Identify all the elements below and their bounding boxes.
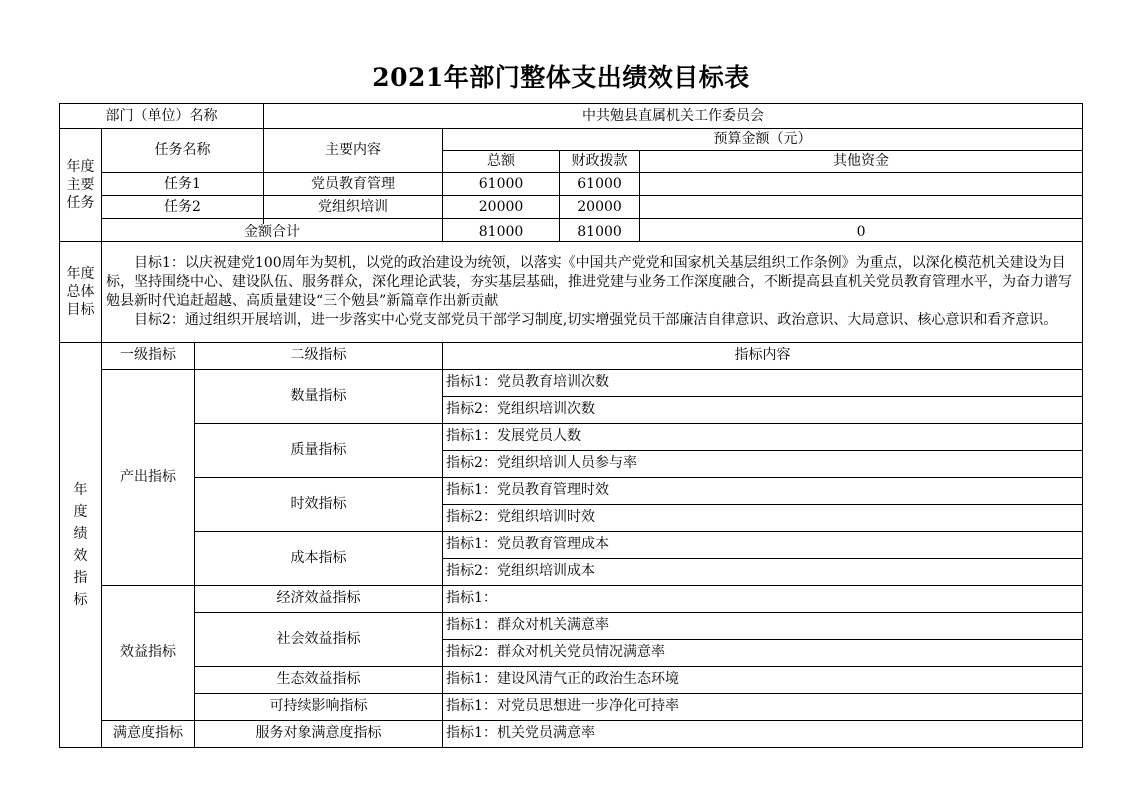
l2-sustainable: 可持续影响指标 [195,693,443,720]
goal-1: 目标1：以庆祝建党100周年为契机，以党的政治建设为统领，以落实《中国共产党党和国家机关基层组织工作条例》为重点，以深化模范机关建设为目标，坚持围绕中心、建设队伍、服务群众，深化理论武装，夯实基层基础，推进党建与业务工作深度融合，不断提高县直机关党员教育管理水平，为奋力谱写勉县新时代追赶超越、高质量建设“三个勉县”新篇章作出新贡献 [106,254,1072,309]
dept-value: 中共勉县直属机关工作委员会 [264,104,1083,129]
task-name-header: 任务名称 [102,129,264,173]
task-content-header: 主要内容 [264,129,443,173]
indicator-content: 指标1：机关党员满意率 [443,720,1083,747]
indicator-row [60,369,1083,396]
indicator-content: 指标1：党员教育管理成本 [443,531,1083,558]
other-header: 其他资金 [640,151,1083,173]
indicator-content: 指标1：党员教育管理时效 [443,477,1083,504]
task-fiscal: 20000 [560,196,640,219]
sum-row [60,224,1083,242]
dept-label: 部门（单位）名称 [60,104,264,129]
sum-other: 0 [640,224,1083,242]
l2-cost: 成本指标 [195,531,443,585]
budget-header: 预算金额（元） [443,129,1083,151]
task-name: 任务1 [102,173,264,196]
indicator-content: 指标2：党组织培训人员参与率 [443,450,1083,477]
goals-section-label: 年度总体目标 [60,241,102,342]
l2-economic: 经济效益指标 [195,585,443,612]
performance-table [59,103,1083,748]
indicator-content: 指标1： [443,585,1083,612]
indicator-content: 指标1：群众对机关满意率 [443,612,1083,639]
indicator-content: 指标1：党员教育培训次数 [443,369,1083,396]
total-header: 总额 [443,151,560,173]
l1-satisfaction: 满意度指标 [102,720,195,747]
indicator-row [60,585,1083,612]
l2-quality: 质量指标 [195,423,443,477]
task-other [640,173,1083,196]
l1-output: 产出指标 [102,369,195,585]
l2-quantity: 数量指标 [195,369,443,423]
l1-header: 一级指标 [102,342,195,369]
indicator-row [60,720,1083,747]
dept-row [60,104,1083,129]
l2-social: 社会效益指标 [195,612,443,666]
goal-2: 目标2：通过组织开展培训，进一步落实中心党支部党员干部学习制度,切实增强党员干部廉洁自律意识、政治意识、大局意识、核心意识和看齐意识。 [134,311,1058,328]
indicator-content: 指标2：党组织培训次数 [443,396,1083,423]
indicator-content: 指标2：群众对机关党员情况满意率 [443,639,1083,666]
indicator-content: 指标1：发展党员人数 [443,423,1083,450]
indicator-content: 指标2：党组织培训时效 [443,504,1083,531]
sum-fiscal: 81000 [560,224,640,242]
indicator-content: 指标1：对党员思想进一步净化可持率 [443,693,1083,720]
indicator-section-label: 年度绩效指标 [60,342,102,747]
l1-benefit: 效益指标 [102,585,195,720]
task-row [60,196,1083,219]
indicator-row [60,612,1083,639]
indicator-row [60,531,1083,558]
sum-label: 金额合计 [102,224,443,242]
task-row [60,173,1083,196]
page-title: 2021年部门整体支出绩效目标表 [372,63,750,92]
indicator-row [60,666,1083,693]
task-name: 任务2 [102,196,264,219]
task-content: 党组织培训 [264,196,443,219]
sum-total: 81000 [443,224,560,242]
l2-ecological: 生态效益指标 [195,666,443,693]
task-content: 党员教育管理 [264,173,443,196]
task-other [640,196,1083,219]
task-fiscal: 61000 [560,173,640,196]
indicator-content: 指标1：建设风清气正的政治生态环境 [443,666,1083,693]
goals-row [60,241,1083,342]
task-total: 20000 [443,196,560,219]
indicator-row [60,477,1083,504]
task-section-label: 年度主要任务 [60,129,102,242]
l2-timeliness: 时效指标 [195,477,443,531]
content-header: 指标内容 [443,342,1083,369]
indicator-content: 指标2：党组织培训成本 [443,558,1083,585]
task-header-row [60,129,1083,151]
task-total: 61000 [443,173,560,196]
indicator-row [60,693,1083,720]
fiscal-header: 财政拨款 [560,151,640,173]
goals-content [102,241,1083,342]
indicator-header-row [60,342,1083,369]
l2-header: 二级指标 [195,342,443,369]
l2-service: 服务对象满意度指标 [195,720,443,747]
indicator-row [60,423,1083,450]
